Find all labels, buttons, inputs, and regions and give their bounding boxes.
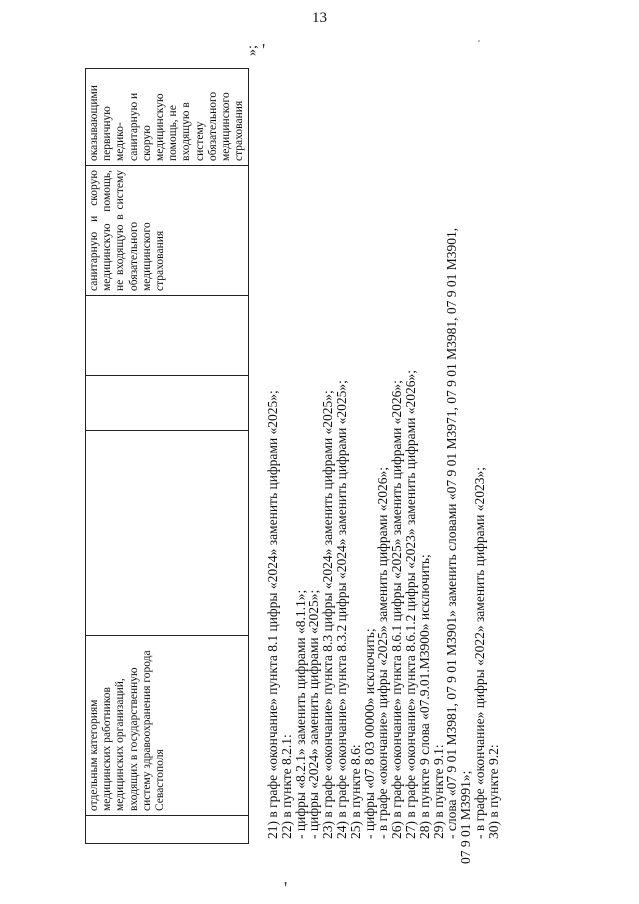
list-item: 29) в пункте 9.1: xyxy=(430,744,446,839)
amendment-table xyxy=(85,68,249,844)
page-number: 13 xyxy=(312,10,327,26)
list-item: 23) в графе «окончание» пункта 8.3 цифры «2024» заменить цифрами «2025»; xyxy=(320,390,336,839)
list-item: - цифры «2024» заменить цифрами «2025»; xyxy=(306,589,322,839)
list-item: - слова «07 9 01 М3981, 07 9 01 М3901» заменить словами «07 9 01 М3971, 07 9 01 М3981, 07 9 01 М3901, xyxy=(444,227,460,839)
list-item: - цифры «8.2.1» заменить цифрами «8.1.1»; xyxy=(292,589,308,839)
page-mark-top: ' xyxy=(262,40,266,60)
table-cell-6: санитарную и скорую медицинскую помощь, не входящую в систему обязательного медицинского страхования xyxy=(86,166,249,296)
list-item: 21) в графе «окончание» пункта 8.1 цифры «2024» заменить цифрами «2025»; xyxy=(265,390,280,839)
page-mark-bottom: ' xyxy=(284,878,288,898)
table-cell-1 xyxy=(86,816,249,844)
list-item: 26) в графе «окончание» пункта 8.6.1 цифры «2025» заменить цифрами «2026»; xyxy=(389,380,405,839)
table-cell-5 xyxy=(86,296,249,376)
table-cell-7: оказывающими первичную медико-санитарную и скорую медицинскую помощь, не входящую в систему обязательного медицинского страхования xyxy=(86,69,249,166)
list-item: - в графе «окончание» цифры «2025» заменить цифрами «2026»; xyxy=(375,466,391,839)
list-item: 27) в графе «окончание» пункта 8.6.1.2 цифры «2023» заменить цифрами «2026»; xyxy=(402,369,418,839)
table-cell-2: отдельным категориям медицинских работников медицинских организаций, входящих в государственную систему здравоохранения города Севастополя xyxy=(86,636,249,816)
list-item: 25) в пункте 8.6: xyxy=(347,744,363,839)
table-cell-3 xyxy=(86,431,249,636)
list-item: - в графе «окончание» цифры «2022» заменить цифрами «2023»; xyxy=(471,466,487,839)
table-row xyxy=(86,69,249,844)
list-item: - цифры «07 8 03 00000» исключить; xyxy=(361,628,377,839)
list-item: 30) в пункте 9.2: xyxy=(485,744,501,839)
list-item-continuation: 07 9 01 М3991»; xyxy=(458,770,474,864)
end-quote: »; xyxy=(245,45,260,56)
list-item: 22) в пункте 8.2.1: xyxy=(278,734,294,839)
list-item: 28) в пункте 9 слова «07.9.01.М3900» исключить; xyxy=(416,554,432,839)
list-item: 24) в графе «окончание» пункта 8.3.2 цифры «2024» заменить цифрами «2025»; xyxy=(333,380,349,839)
amendment-list xyxy=(266,54,501,864)
table-cell-4 xyxy=(86,376,249,431)
